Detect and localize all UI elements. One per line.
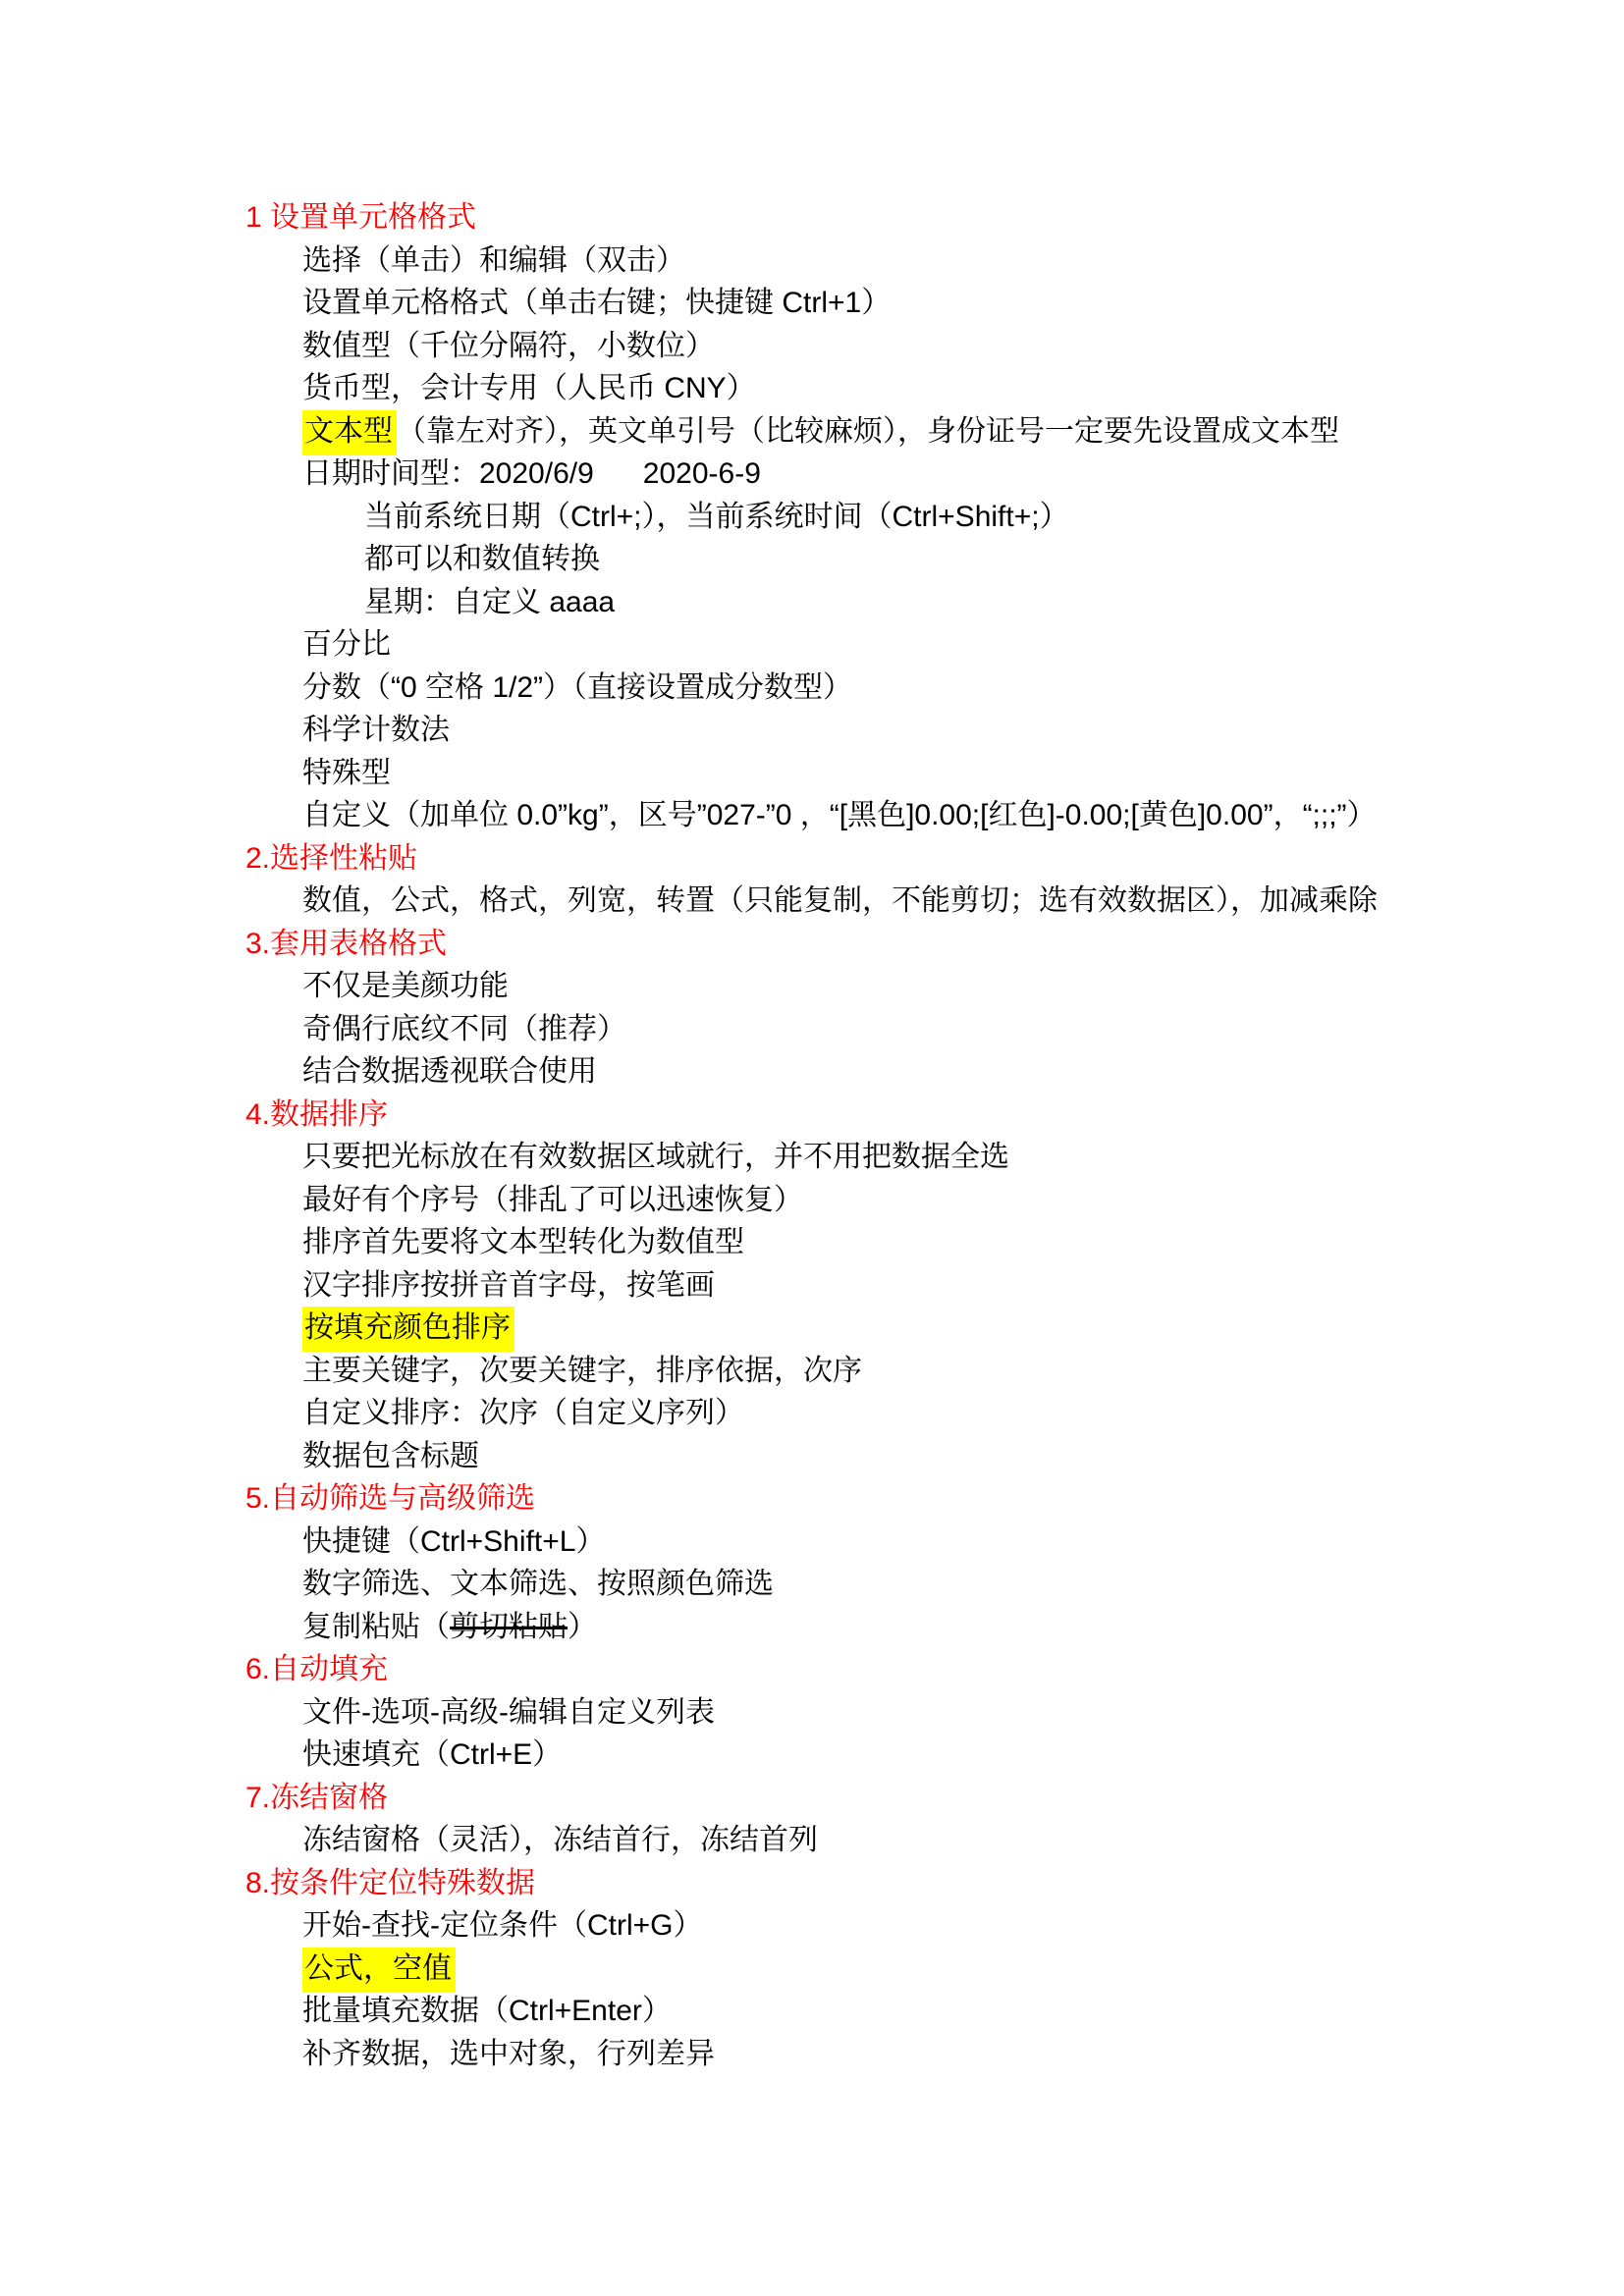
text-segment: 不仅是美颜功能 <box>302 970 509 1002</box>
text-segment: 数值，公式，格式，列宽，转置（只能复制，不能剪切；选有效数据区），加减乘除 <box>302 884 1378 917</box>
note-line <box>0 1050 1624 1094</box>
text-segment: 冻结窗格（灵活），冻结首行，冻结首列 <box>302 1824 818 1856</box>
text-segment: 特殊型 <box>302 756 391 789</box>
document-content <box>0 196 1624 2075</box>
note-line <box>0 1435 1624 1478</box>
text-segment: 星期：自定义 aaaa <box>364 585 616 618</box>
note-line <box>0 282 1624 325</box>
text-segment: 都可以和数值转换 <box>364 543 600 575</box>
text-segment: 结合数据透视联合使用 <box>302 1055 597 1088</box>
note-line <box>0 1819 1624 1862</box>
text-segment: 复制粘贴（ <box>302 1610 450 1643</box>
note-line <box>0 581 1624 624</box>
text-segment: 最好有个序号（排乱了可以迅速恢复） <box>302 1183 803 1216</box>
section-heading: 6.自动填充 <box>245 1653 389 1685</box>
section-heading: 8.按条件定位特殊数据 <box>245 1866 536 1899</box>
note-line <box>0 1691 1624 1735</box>
text-segment: 选择（单击）和编辑（双击） <box>302 243 685 277</box>
text-segment: 开始-查找-定位条件（Ctrl+G） <box>302 1909 703 1942</box>
section-heading: 3.套用表格格式 <box>245 927 448 960</box>
note-line <box>0 538 1624 581</box>
section-heading: 1 设置单元格格式 <box>245 201 477 234</box>
note-line <box>0 453 1624 496</box>
highlighted-text: 文本型 <box>302 410 397 455</box>
note-line <box>0 1264 1624 1308</box>
text-segment: 当前系统日期（Ctrl+;），当前系统时间（Ctrl+Shift+;） <box>364 500 1069 533</box>
text-segment: 日期时间型：2020/6/9 2020-6-9 <box>302 457 761 490</box>
note-line <box>0 1392 1624 1435</box>
text-segment: 科学计数法 <box>302 714 450 746</box>
text-segment: ） <box>568 1610 597 1643</box>
note-line <box>0 794 1624 837</box>
highlighted-text: 公式，空值 <box>302 1948 456 1993</box>
note-line <box>0 496 1624 539</box>
text-segment: （靠左对齐），英文单引号（比较麻烦），身份证号一定要先设置成文本型 <box>397 414 1339 448</box>
text-segment: 数字筛选、文本筛选、按照颜色筛选 <box>302 1568 774 1600</box>
text-segment: 汉字排序按拼音首字母，按笔画 <box>302 1268 715 1302</box>
text-segment: 分数（“0 空格 1/2”）（直接设置成分数型） <box>302 670 853 704</box>
note-line <box>0 1734 1624 1777</box>
note-line <box>0 965 1624 1008</box>
text-segment: 排序首先要将文本型转化为数值型 <box>302 1226 744 1258</box>
note-line <box>0 1948 1624 1991</box>
text-segment: 自定义（加单位 0.0”kg”，区号”027-”0 ，“[黑色]0.00;[红色]-0.00;[黄色]0.00”，“;;;”） <box>302 799 1377 831</box>
note-line <box>0 709 1624 752</box>
note-line <box>0 752 1624 795</box>
note-line <box>0 1179 1624 1222</box>
text-segment: 主要关键字，次要关键字，排序依据，次序 <box>302 1354 862 1387</box>
text-segment: 货币型，会计专用（人民币 CNY） <box>302 372 756 404</box>
note-line <box>0 1563 1624 1606</box>
note-line <box>0 325 1624 368</box>
note-line <box>0 1990 1624 2033</box>
note-line <box>0 1136 1624 1179</box>
note-line <box>0 1221 1624 1264</box>
note-line <box>0 410 1624 454</box>
text-segment: 补齐数据，选中对象，行列差异 <box>302 2037 715 2070</box>
section-heading: 7.冻结窗格 <box>245 1781 389 1814</box>
strikethrough-text: 剪切粘贴 <box>450 1610 568 1643</box>
note-line <box>0 1521 1624 1564</box>
text-segment: 批量填充数据（Ctrl+Enter） <box>302 1995 672 2027</box>
section-heading: 2.选择性粘贴 <box>245 841 418 875</box>
note-line <box>0 367 1624 410</box>
text-segment: 快速填充（Ctrl+E） <box>302 1738 563 1771</box>
text-segment: 快捷键（Ctrl+Shift+L） <box>302 1524 606 1558</box>
note-line <box>0 667 1624 710</box>
highlighted-text: 按填充颜色排序 <box>302 1307 514 1352</box>
section-heading: 5.自动筛选与高级筛选 <box>245 1482 536 1515</box>
note-line <box>0 1350 1624 1393</box>
text-segment: 只要把光标放在有效数据区域就行，并不用把数据全选 <box>302 1141 1009 1173</box>
text-segment: 百分比 <box>302 628 391 661</box>
section-heading: 4.数据排序 <box>245 1097 389 1131</box>
note-line <box>0 1904 1624 1948</box>
note-line <box>0 1606 1624 1649</box>
note-line <box>0 1307 1624 1350</box>
text-segment: 自定义排序：次序（自定义序列） <box>302 1397 744 1429</box>
text-segment: 奇偶行底纹不同（推荐） <box>302 1012 626 1045</box>
note-line <box>0 623 1624 667</box>
note-line <box>0 1008 1624 1051</box>
note-line <box>0 240 1624 283</box>
note-line <box>0 880 1624 923</box>
note-line <box>0 2033 1624 2076</box>
text-segment: 设置单元格格式（单击右键；快捷键 Ctrl+1） <box>302 287 892 319</box>
text-segment: 数据包含标题 <box>302 1439 479 1472</box>
text-segment: 文件-选项-高级-编辑自定义列表 <box>302 1695 715 1729</box>
text-segment: 数值型（千位分隔符，小数位） <box>302 329 715 362</box>
